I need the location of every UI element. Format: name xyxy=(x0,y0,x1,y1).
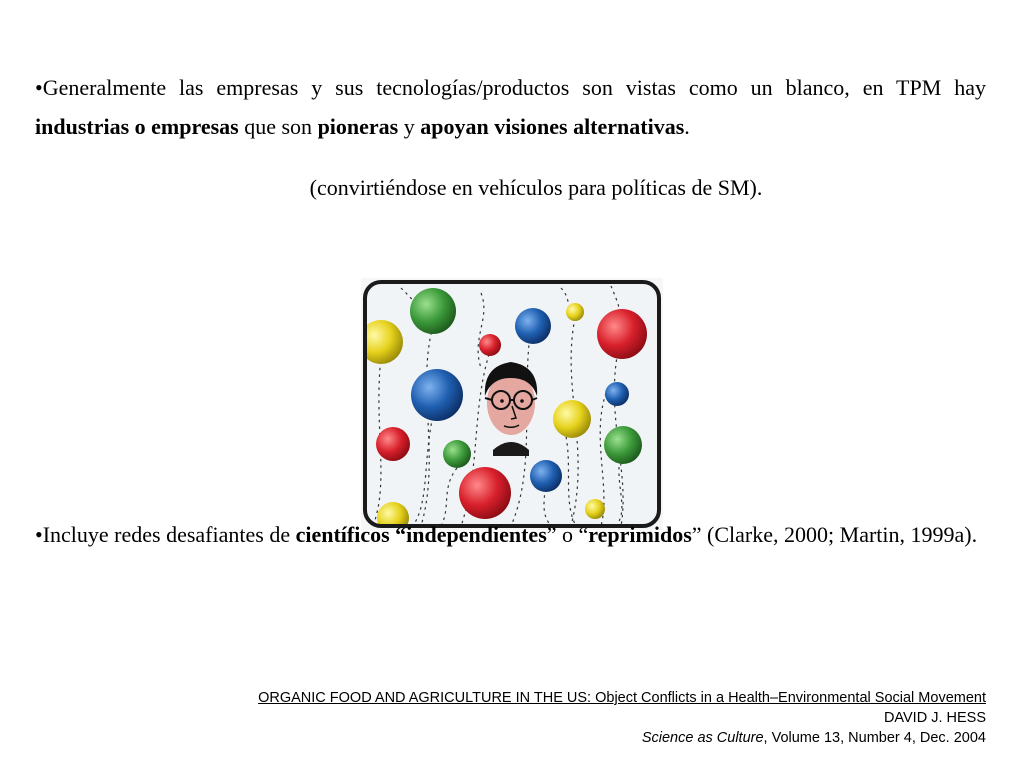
yellow-ball xyxy=(361,320,403,364)
blue-ball xyxy=(530,460,562,492)
yellow-ball xyxy=(566,303,584,321)
paragraph-subtext: (convirtiéndose en vehículos para políticas de SM). xyxy=(309,175,763,200)
citation xyxy=(258,688,986,748)
paragraph-industries xyxy=(35,68,986,146)
bold-text: reprimidos xyxy=(588,522,692,547)
green-ball xyxy=(443,440,471,468)
red-ball xyxy=(459,467,511,519)
text-segment: ” (Clarke, 2000; Martin, 1999a). xyxy=(691,522,978,547)
text-segment: Generalmente las empresas y sus tecnologías/productos son vistas como un blanco, en TPM hay xyxy=(42,75,986,100)
red-ball xyxy=(376,427,410,461)
text-segment: que son xyxy=(238,114,318,139)
red-ball xyxy=(479,334,501,356)
red-ball xyxy=(597,309,647,359)
text-segment: . xyxy=(684,114,690,139)
bold-text: industrias o empresas xyxy=(35,114,239,139)
green-ball xyxy=(604,426,642,464)
bold-text: apoyan visiones alternativas xyxy=(420,114,685,139)
citation-journal: Science as Culture xyxy=(641,730,764,746)
citation-source xyxy=(258,728,986,748)
bullet: • xyxy=(35,522,43,547)
paragraph-networks xyxy=(35,515,986,554)
citation-author: DAVID J. HESS xyxy=(883,710,986,726)
green-ball xyxy=(410,288,456,334)
bullet: • xyxy=(35,75,43,100)
illustration-balls-and-face xyxy=(361,278,663,530)
blue-ball xyxy=(515,308,551,344)
text-segment: Incluye redes desafiantes de xyxy=(42,522,296,547)
blue-ball xyxy=(411,369,463,421)
bold-text: científicos “independientes xyxy=(295,522,547,547)
citation-details: , Volume 13, Number 4, Dec. 2004 xyxy=(763,730,986,746)
text-segment: y xyxy=(398,114,421,139)
blue-ball xyxy=(605,382,629,406)
yellow-ball xyxy=(553,400,591,438)
bold-text: pioneras xyxy=(317,114,399,139)
text-segment: ” o “ xyxy=(546,522,589,547)
citation-title: ORGANIC FOOD AND AGRICULTURE IN THE US: Object Conflicts in a Health–Environmental Social Movement xyxy=(258,690,986,706)
